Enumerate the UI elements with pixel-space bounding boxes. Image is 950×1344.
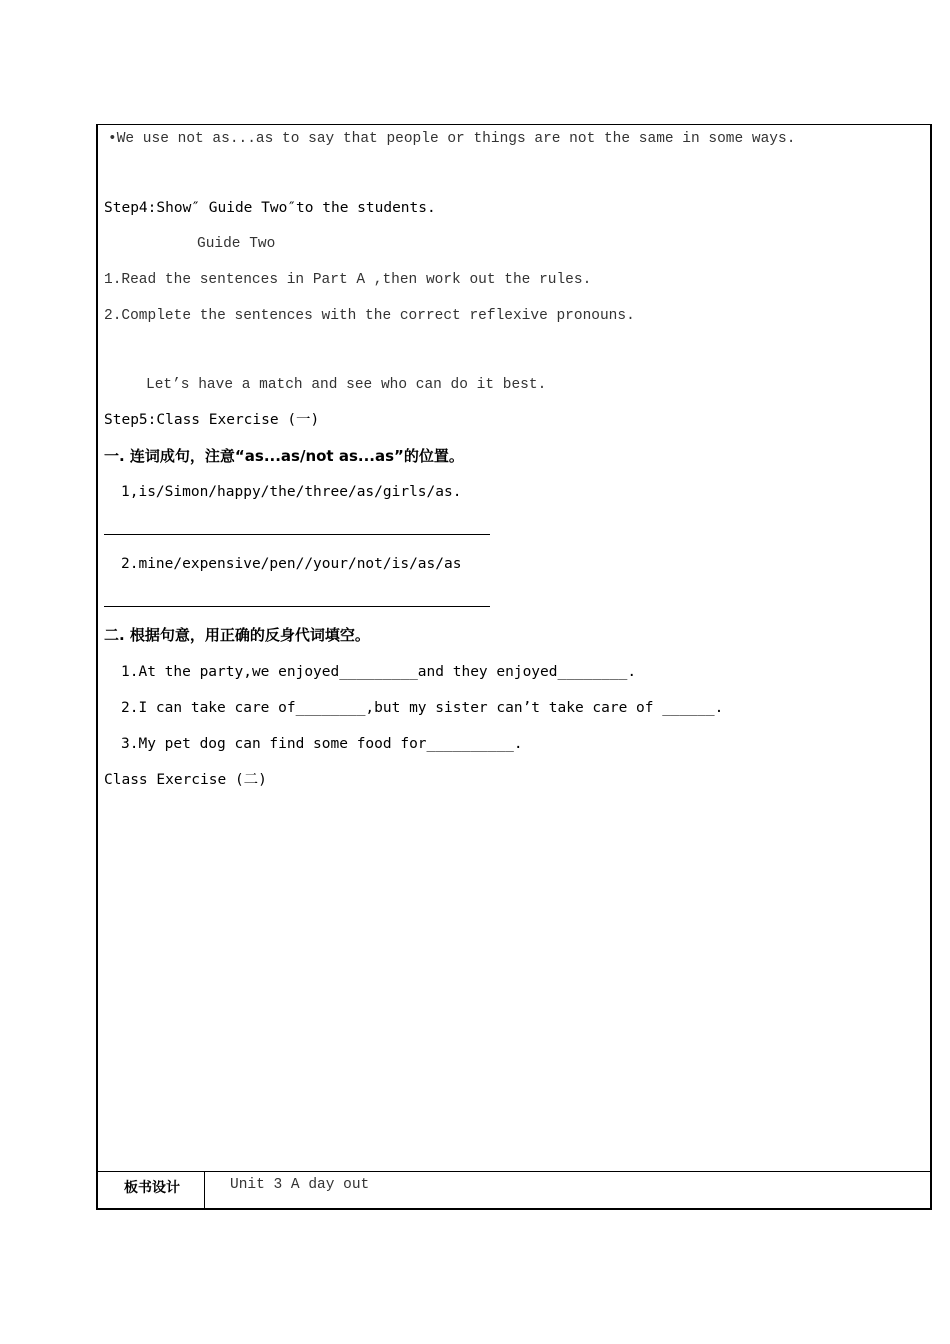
answer-line-2 (104, 606, 490, 607)
class-exercise-2-heading: Class Exercise (二) (104, 772, 267, 788)
board-design-divider (204, 1171, 205, 1210)
section1-question-1: 1,is/Simon/happy/the/three/as/girls/as. (121, 484, 462, 500)
section2-heading: 二. 根据句意，用正确的反身代词填空。 (104, 626, 370, 644)
board-design-label: 板书设计 (124, 1180, 180, 1196)
guide-item-2: 2.Complete the sentences with the correct reflexive pronouns. (104, 308, 635, 324)
guide-title: Guide Two (197, 236, 276, 252)
section1-question-2: 2.mine/expensive/pen//your/not/is/as/as (121, 556, 462, 572)
section2-question-1: 1.At the party,we enjoyed_________and they enjoyed________. (121, 664, 637, 680)
section1-heading: 一. 连词成句，注意“as...as/not as...as”的位置。 (104, 447, 464, 465)
board-design-row (96, 1171, 932, 1210)
step4-heading: Step4:Show″ Guide Two″to the students. (104, 200, 436, 216)
answer-line-1 (104, 534, 490, 535)
guide-item-1: 1.Read the sentences in Part A ,then work out the rules. (104, 272, 592, 288)
match-line: Let’s have a match and see who can do it best. (146, 377, 547, 393)
section2-question-2: 2.I can take care of________,but my sister can’t take care of ______. (121, 700, 724, 716)
board-design-value: Unit 3 A day out (230, 1177, 370, 1193)
section2-question-3: 3.My pet dog can find some food for__________. (121, 736, 523, 752)
step5-heading: Step5:Class Exercise (一) (104, 412, 320, 428)
bullet-note: •We use not as...as to say that people or things are not the same in some ways. (108, 131, 796, 147)
